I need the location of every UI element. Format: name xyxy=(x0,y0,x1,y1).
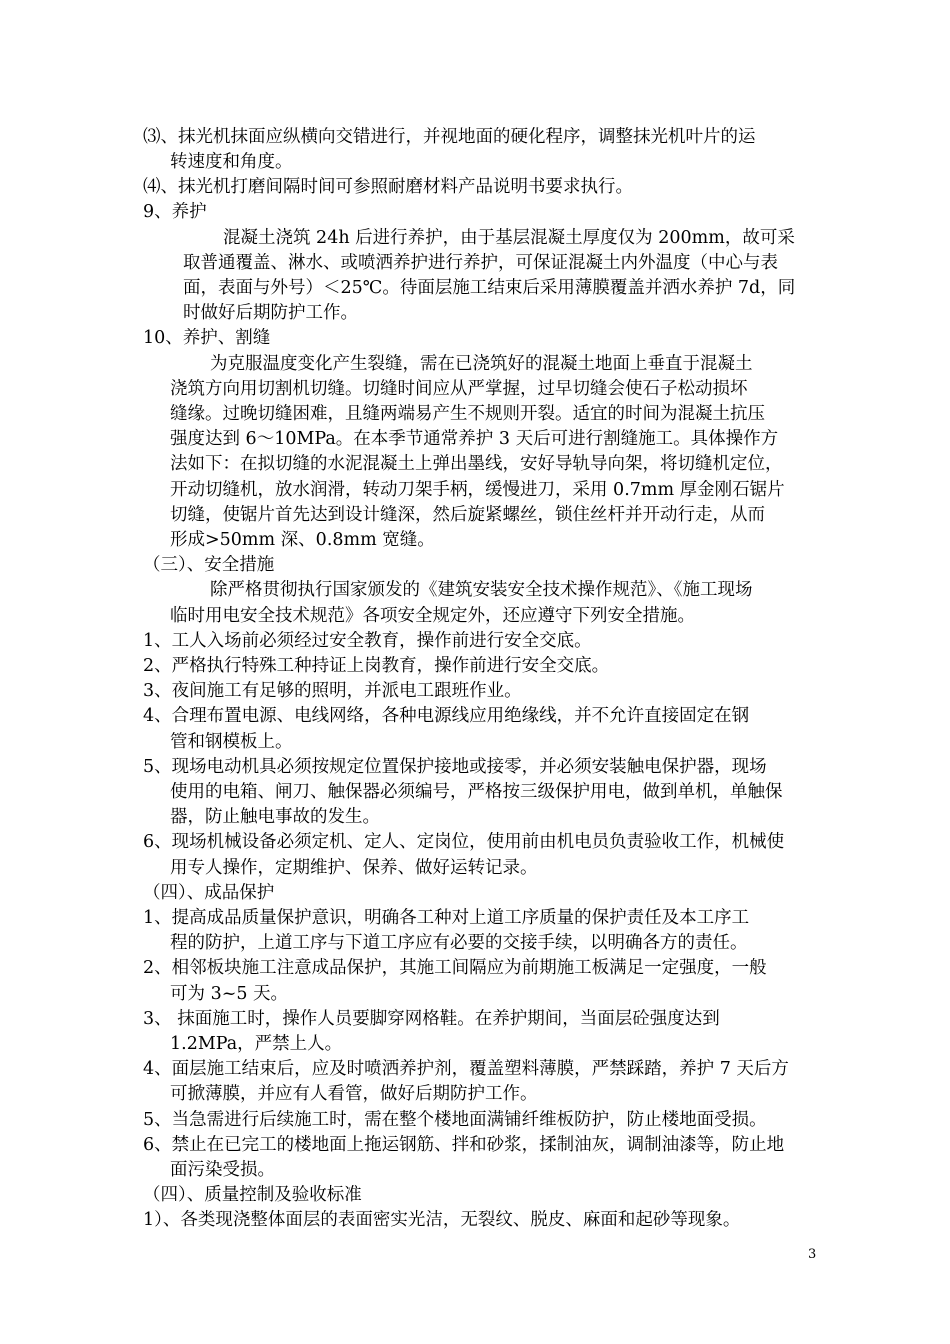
page-number: 3 xyxy=(808,1247,817,1262)
text-line: 临时用电安全技术规范》各项安全规定外，还应遵守下列安全措施。 xyxy=(170,606,695,626)
text-line: 取普通覆盖、淋水、或喷洒养护进行养护，可保证混凝土内外温度（中心与表 xyxy=(183,253,778,273)
section-heading: （三）、安全措施 xyxy=(143,555,275,575)
text-line: 用专人操作，定期维护、保养、做好运转记录。 xyxy=(170,858,538,878)
text-line: 可为 3~5 天。 xyxy=(170,984,289,1004)
text-line: 法如下：在拟切缝的水泥混凝土上弹出墨线，安好导轨导向架，将切缝机定位， xyxy=(170,454,783,474)
text-line: 管和钢模板上。 xyxy=(170,732,293,752)
list-item: 4、面层施工结束后，应及时喷洒养护剂，覆盖塑料薄膜，严禁踩踏，养护 7 天后方 xyxy=(143,1059,789,1079)
text-line: 除严格贯彻执行国家颁发的《建筑安装安全技术操作规范》、《施工现场 xyxy=(210,580,753,600)
text-line: 面，表面与外号）＜25℃。待面层施工结束后采用薄膜覆盖并洒水养护 7d，同 xyxy=(183,278,796,298)
text-line: 时做好后期防护工作。 xyxy=(183,303,358,323)
text-line: 面污染受损。 xyxy=(170,1160,275,1180)
text-line: 可掀薄膜，并应有人看管，做好后期防护工作。 xyxy=(170,1084,538,1104)
list-item: 5、当急需进行后续施工时，需在整个楼地面满铺纤维板防护，防止楼地面受损。 xyxy=(143,1110,767,1130)
list-item: 1）、各类现浇整体面层的表面密实光洁，无裂纹、脱皮、麻面和起砂等现象。 xyxy=(143,1210,741,1230)
list-item: 3、夜间施工有足够的照明，并派电工跟班作业。 xyxy=(143,681,522,701)
list-item: 4、合理布置电源、电线网络，各种电源线应用绝缘线，并不允许直接固定在钢 xyxy=(143,706,750,726)
text-line: 缝缘。过晚切缝困难，且缝两端易产生不规则开裂。适宜的时间为混凝土抗压 xyxy=(170,404,765,424)
text-line: 为克服温度变化产生裂缝，需在已浇筑好的混凝土地面上垂直于混凝土 xyxy=(210,354,753,374)
text-line: 使用的电箱、闸刀、触保器必须编号，严格按三级保护用电，做到单机，单触保 xyxy=(170,782,783,802)
text-line: 混凝土浇筑 24h 后进行养护，由于基层混凝土厚度仅为 200mm，故可采 xyxy=(223,228,795,248)
section-heading: （四）、成品保护 xyxy=(143,883,275,903)
section-heading: 10、养护、割缝 xyxy=(143,328,271,348)
section-heading: 9、养护 xyxy=(143,202,207,222)
text-line: 器，防止触电事故的发生。 xyxy=(170,807,380,827)
list-item: 2、相邻板块施工注意成品保护，其施工间隔应为前期施工板满足一定强度，一般 xyxy=(143,958,767,978)
text-line: ⑷、抹光机打磨间隔时间可参照耐磨材料产品说明书要求执行。 xyxy=(143,177,633,197)
text-line: 形成>50mm 深、0.8mm 宽缝。 xyxy=(170,530,435,550)
text-line: 切缝，使锯片首先达到设计缝深，然后旋紧螺丝，锁住丝杆并开动行走，从而 xyxy=(170,505,765,525)
text-line: 1.2MPa，严禁上人。 xyxy=(170,1034,343,1054)
list-item: 2、严格执行特殊工种持证上岗教育，操作前进行安全交底。 xyxy=(143,656,610,676)
list-item: 1、工人入场前必须经过安全教育，操作前进行安全交底。 xyxy=(143,631,592,651)
list-item: 6、现场机械设备必须定机、定人、定岗位，使用前由机电员负责验收工作，机械使 xyxy=(143,832,785,852)
list-item: 6、禁止在已完工的楼地面上拖运钢筋、拌和砂浆，揉制油灰，调制油漆等，防止地 xyxy=(143,1135,785,1155)
text-line: 转速度和角度。 xyxy=(170,152,293,172)
text-line: 开动切缝机，放水润滑，转动刀架手柄，缓慢进刀，采用 0.7mm 厚金刚石锯片 xyxy=(170,480,785,500)
list-item: 3、 抹面施工时，操作人员要脚穿网格鞋。在养护期间，当面层砼强度达到 xyxy=(143,1009,720,1029)
section-heading: （四）、质量控制及验收标准 xyxy=(143,1185,362,1205)
text-line: ⑶、抹光机抹面应纵横向交错进行，并视地面的硬化程序，调整抹光机叶片的运 xyxy=(143,127,756,147)
text-line: 浇筑方向用切割机切缝。切缝时间应从严掌握，过早切缝会使石子松动损坏 xyxy=(170,379,748,399)
list-item: 5、现场电动机具必须按规定位置保护接地或接零，并必须安装触电保护器，现场 xyxy=(143,757,767,777)
text-line: 强度达到 6～10MPa。在本季节通常养护 3 天后可进行割缝施工。具体操作方 xyxy=(170,429,779,449)
text-line: 程的防护，上道工序与下道工序应有必要的交接手续，以明确各方的责任。 xyxy=(170,933,748,953)
list-item: 1、提高成品质量保护意识，明确各工种对上道工序质量的保护责任及本工序工 xyxy=(143,908,750,928)
